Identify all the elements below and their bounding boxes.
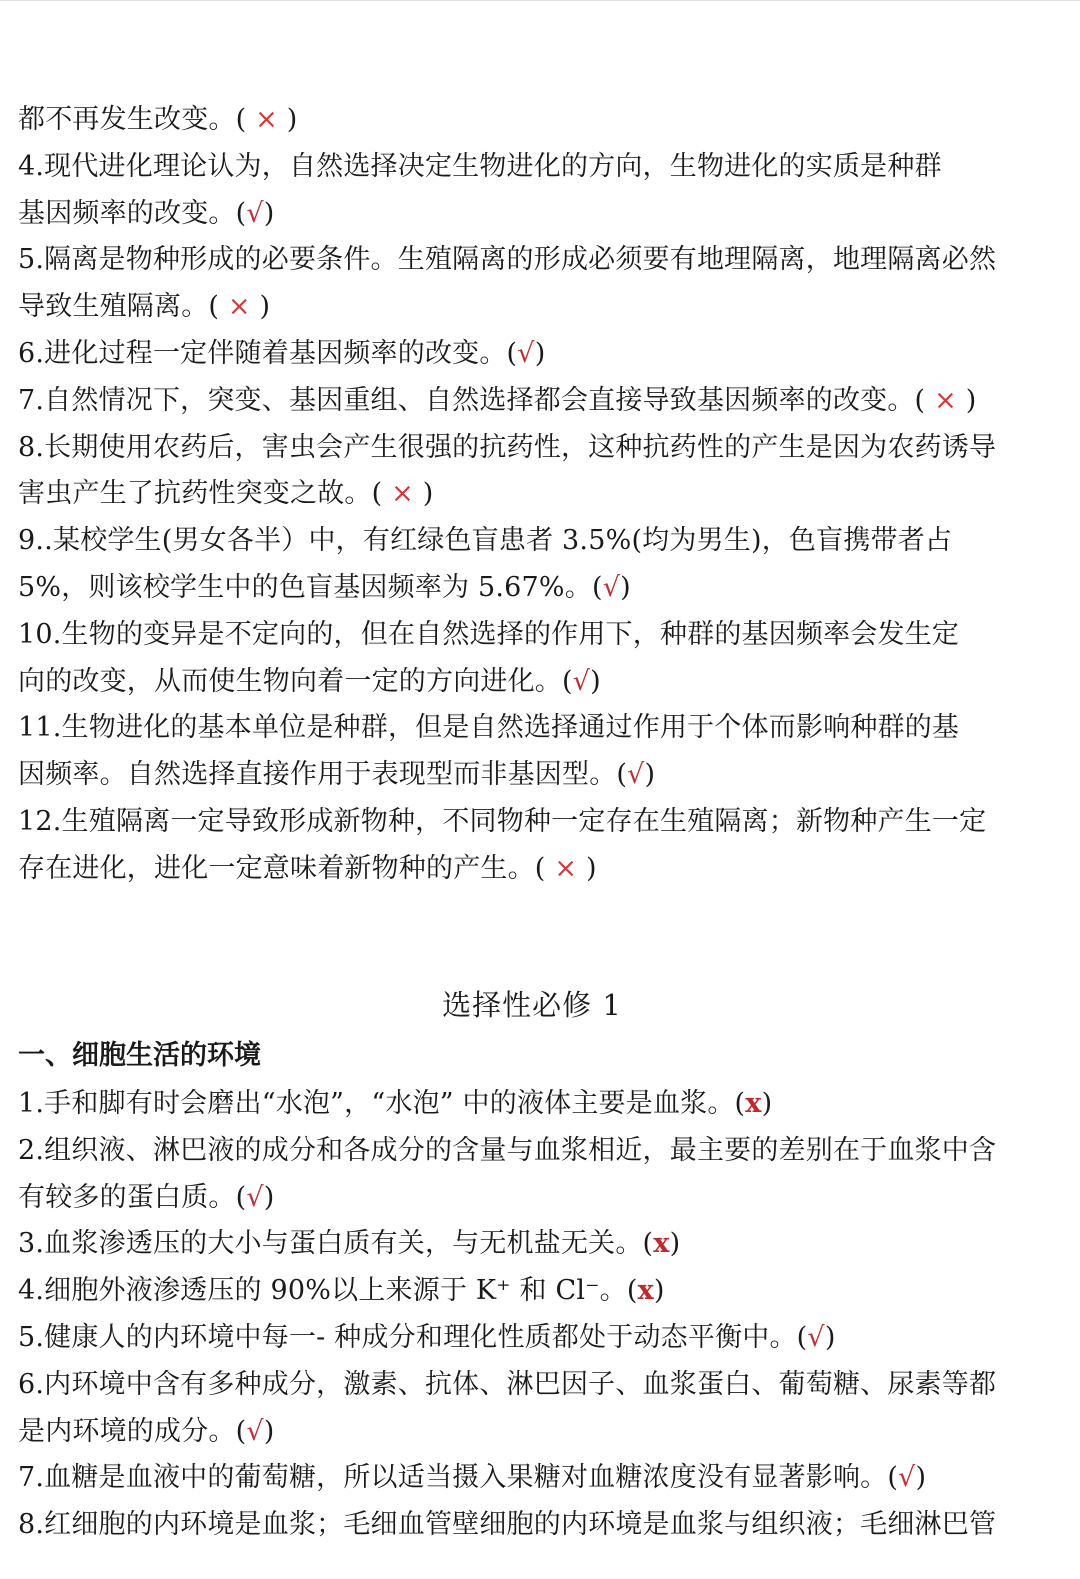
statement-line (18, 1362, 1058, 1409)
statement-line (18, 144, 1058, 191)
statement-line (18, 1502, 1058, 1549)
statement-text: 11.生物进化的基本单位是种群，但是自然选择通过作用于个体而影响种群的基 (18, 712, 960, 744)
statement-line (18, 331, 1058, 378)
statement-text: 4.现代进化理论认为，自然选择决定生物进化的方向，生物进化的实质是种群 (18, 150, 942, 182)
statement-line (18, 1315, 1058, 1362)
statement-text: 7.血糖是血液中的葡萄糖，所以适当摄入果糖对血糖浓度没有显著影响。( (18, 1462, 899, 1494)
closing-paren: ) (590, 665, 601, 697)
statement-line (18, 1081, 1058, 1128)
statement-text: 有较多的蛋白质。( (18, 1181, 247, 1213)
closing-paren: ) (263, 197, 275, 229)
correct-mark: √ (246, 1415, 264, 1447)
incorrect-mark: × (554, 852, 578, 884)
statement-line (18, 1221, 1058, 1268)
correct-mark: √ (898, 1462, 916, 1494)
closing-paren: ) (644, 759, 656, 791)
closing-paren: ) (577, 852, 597, 884)
incorrect-mark: × (255, 104, 278, 135)
statement-line (18, 1175, 1058, 1222)
statement-line (18, 1128, 1058, 1175)
statement-line (18, 799, 1058, 846)
subsection-heading: 一、细胞生活的环境 (18, 1040, 261, 1071)
cell-environment-statements (18, 1081, 1058, 1549)
statement-line (18, 1409, 1058, 1456)
correct-mark: √ (517, 337, 535, 369)
statement-text: 12.生殖隔离一定导致形成新物种，不同物种一定存在生殖隔离；新物种产生一定 (18, 805, 987, 837)
correct-mark: √ (602, 571, 621, 603)
statement-text: 7.自然情况下，突变、基因重组、自然选择都会直接导致基因频率的改变。( (18, 384, 935, 416)
closing-paren: ) (824, 1321, 836, 1353)
statement-text: 都不再发生改变。( (18, 104, 256, 135)
statement-text: 向的改变，从而使生物向着一定的方向进化。( (18, 665, 573, 697)
statement-text: 导致生殖隔离。( (18, 291, 228, 323)
statement-text: 3.血浆渗透压的大小与蛋白质有关，与无机盐无关。( (18, 1228, 654, 1260)
statement-text: 害虫产生了抗药性突变之故。( (18, 478, 392, 510)
evolution-statements (18, 97, 1058, 893)
closing-paren: ) (263, 1415, 275, 1447)
statement-text: 5.健康人的内环境中每一- 种成分和理化性质都处于动态平衡中。( (18, 1321, 808, 1353)
statement-text: 8.红细胞的内环境是血浆；毛细血管壁细胞的内环境是血浆与组织液；毛细淋巴管 (18, 1509, 997, 1541)
incorrect-mark: × (227, 291, 251, 323)
incorrect-mark: × (934, 384, 957, 416)
closing-paren: ) (263, 1181, 275, 1213)
closing-paren: ) (956, 384, 977, 416)
statement-text: 6.进化过程一定伴随着基因频率的改变。( (18, 337, 518, 369)
statement-text: 1.手和脚有时会磨出“水泡”，“水泡” 中的液体主要是血浆。( (18, 1088, 746, 1119)
statement-text: 因频率。自然选择直接作用于表现型而非基因型。( (18, 759, 628, 791)
statement-text: 8.长期使用农药后，害虫会产生很强的抗药性，这种抗药性的产生是因为农药诱导 (18, 431, 997, 463)
statement-line (18, 752, 1058, 799)
statement-text: 是内环境的成分。( (18, 1415, 247, 1447)
statement-text: 6.内环境中含有多种成分，激素、抗体、淋巴因子、血浆蛋白、葡萄糖、尿素等都 (18, 1368, 997, 1400)
correct-mark: √ (807, 1321, 825, 1353)
statement-line (18, 425, 1058, 472)
statement-line (18, 284, 1058, 331)
closing-paren: ) (620, 571, 631, 603)
correct-mark: √ (246, 1181, 264, 1213)
statement-line (18, 191, 1058, 238)
statement-text: 存在进化，进化一定意味着新物种的产生。( (18, 852, 555, 884)
incorrect-mark: x (653, 1228, 670, 1260)
statement-line (18, 659, 1058, 706)
correct-mark: √ (572, 665, 591, 697)
statement-text: 10.生物的变异是不定向的，但在自然选择的作用下，种群的基因频率会发生定 (18, 618, 960, 650)
statement-line (18, 565, 1058, 612)
statement-line (18, 97, 1058, 144)
closing-paren: ) (413, 478, 434, 510)
statement-line (18, 612, 1058, 659)
statement-line (18, 518, 1058, 565)
closing-paren: ) (761, 1088, 773, 1119)
correct-mark: √ (246, 197, 264, 229)
closing-paren: ) (534, 337, 546, 369)
statement-line (18, 846, 1058, 893)
incorrect-mark: x (637, 1275, 654, 1307)
section-title: 选择性必修 1 (442, 988, 622, 1022)
statement-text: 9..某校学生(男女各半）中，有红绿色盲患者 3.5%(均为男生)，色盲携带者占 (18, 525, 953, 557)
incorrect-mark: × (391, 478, 414, 510)
closing-paren: ) (277, 104, 298, 135)
closing-paren: ) (669, 1228, 681, 1260)
statement-text: 2.组织液、淋巴液的成分和各成分的含量与血浆相近，最主要的差别在于血浆中含 (18, 1134, 997, 1166)
closing-paren: ) (653, 1275, 665, 1307)
statement-text: 4.细胞外液渗透压的 90%以上来源于 K⁺ 和 Cl⁻。( (18, 1275, 638, 1307)
correct-mark: √ (627, 759, 645, 791)
statement-line (18, 237, 1058, 284)
statement-line (18, 378, 1058, 425)
statement-line (18, 705, 1058, 752)
statement-text: 5.隔离是物种形成的必要条件。生殖隔离的形成必须要有地理隔离，地理隔离必然 (18, 244, 997, 276)
statement-line (18, 471, 1058, 518)
statement-line (18, 1455, 1058, 1502)
statement-line (18, 1268, 1058, 1315)
statement-text: 基因频率的改变。( (18, 197, 247, 229)
incorrect-mark: x (745, 1088, 762, 1119)
statement-text: 5%，则该校学生中的色盲基因频率为 5.67%。( (18, 571, 603, 603)
closing-paren: ) (250, 291, 271, 323)
closing-paren: ) (915, 1462, 927, 1494)
